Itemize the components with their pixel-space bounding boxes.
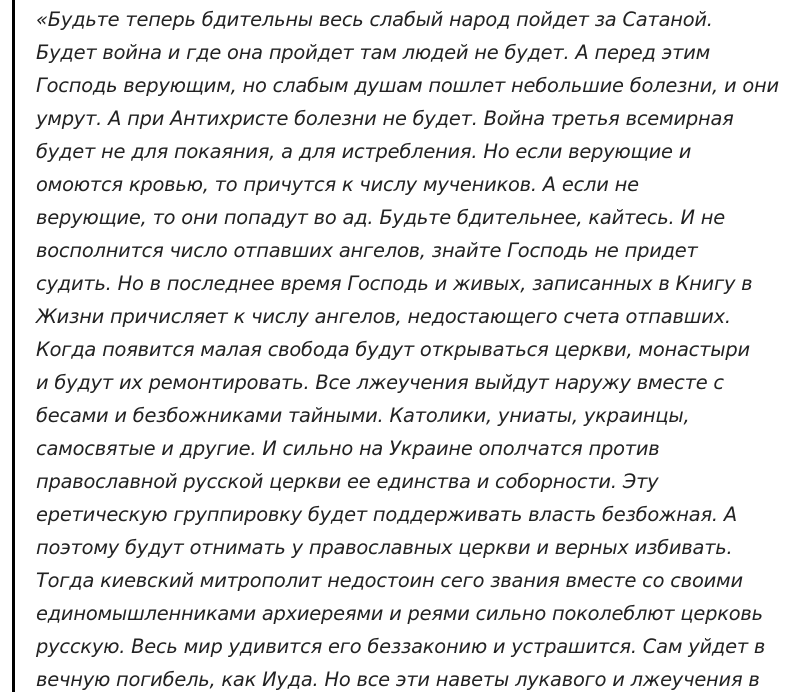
text-line: верующие, то они попадут во ад. Будьте бдительнее, кайтесь. И не [36,206,725,229]
text-line: единомышленниками архиереями и реями сильно поколеблют церковь [36,602,763,625]
text-line: православной русской церкви ее единства и соборности. Эту [36,470,659,493]
text-line: еретическую группировку будет поддерживать власть безбожная. А [36,503,737,526]
text-line: Будет война и где она пройдет там людей не будет. А перед этим [36,41,711,64]
text-line: Господь верующим, но слабым душам пошлет небольшие болезни, и они [36,74,779,97]
quote-text-block [36,3,786,692]
left-margin-rule [12,0,15,692]
text-line: Тогда киевский митрополит недостоин сего звания вместе со своими [36,569,743,592]
text-line: умрут. А при Антихристе болезни не будет. Война третья всемирная [36,107,734,130]
text-line: будет не для покаяния, а для истребления. Но если верующие и [36,140,692,163]
text-line: вечную погибель, как Иуда. Но все эти наветы лукавого и лжеучения в [36,668,760,691]
text-line: омоются кровью, то причутся к числу мучеников. А если не [36,173,639,196]
text-line: поэтому будут отнимать у православных церкви и верных избивать. [36,536,733,559]
text-line: Когда появится малая свобода будут открываться церкви, монастыри [36,338,750,361]
text-line: «Будьте теперь бдительны весь слабый народ пойдет за Сатаной. [36,8,713,31]
text-line: русскую. Весь мир удивится его беззаконию и устрашится. Сам уйдет в [36,635,766,658]
text-line: самосвятые и другие. И сильно на Украине ополчатся против [36,437,660,460]
text-line: Жизни причисляет к числу ангелов, недостающего счета отпавших. [36,305,731,328]
text-line: восполнится число отпавших ангелов, знайте Господь не придет [36,239,698,262]
text-line: бесами и безбожниками тайными. Католики, униаты, украинцы, [36,404,690,427]
text-line: и будут их ремонтировать. Все лжеучения выйдут наружу вместе с [36,371,724,394]
text-line: судить. Но в последнее время Господь и живых, записанных в Книгу в [36,272,753,295]
